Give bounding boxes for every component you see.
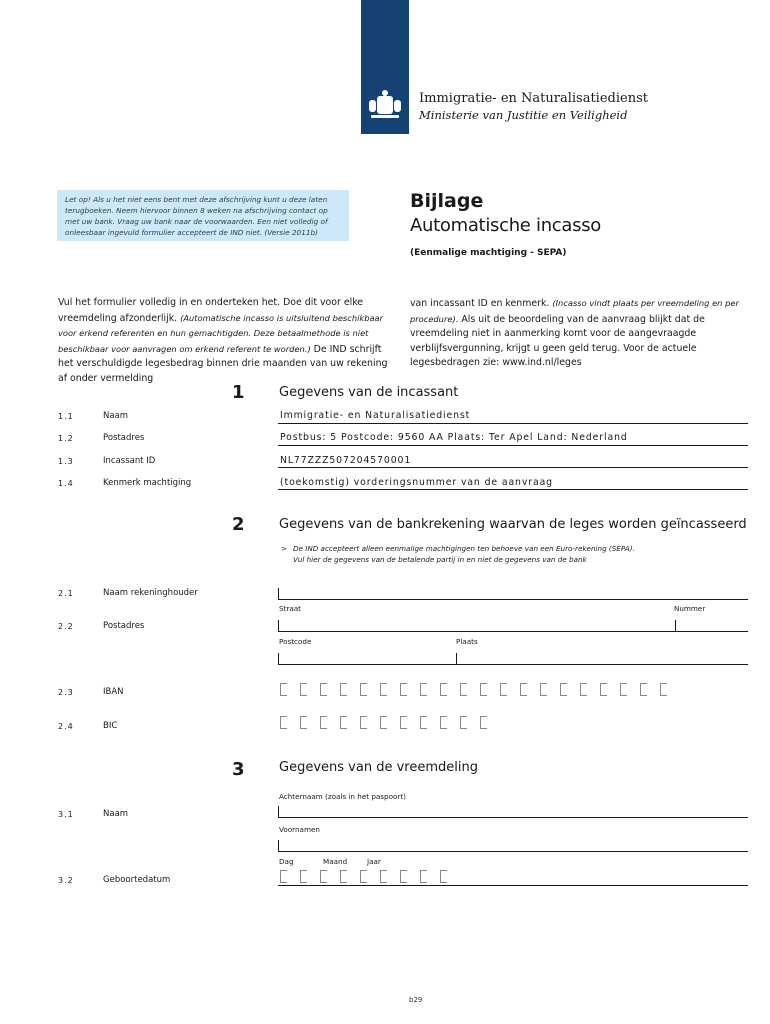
incassant-name-value: Immigratie- en Naturalisatiedienst bbox=[280, 410, 471, 421]
field-line bbox=[278, 467, 748, 468]
intro-left-text-3: De IND schrijft het verschuldigde legesbedrag binnen drie maanden van uw rekening af onder vermelding bbox=[58, 343, 388, 384]
char-box[interactable] bbox=[320, 683, 327, 696]
row-1-3-label: Incassant ID bbox=[103, 456, 156, 466]
char-box[interactable] bbox=[340, 870, 347, 883]
row-3-1-label: Naam bbox=[103, 809, 129, 819]
postcode-label: Postcode bbox=[279, 637, 312, 646]
section-1-title: Gegevens van de incassant bbox=[279, 385, 459, 400]
month-label: Maand bbox=[323, 857, 348, 866]
incassant-id-value: NL77ZZZ507204570001 bbox=[280, 455, 412, 466]
char-box[interactable] bbox=[320, 716, 327, 729]
page-subtitle: Automatische incasso bbox=[410, 215, 601, 236]
char-box[interactable] bbox=[420, 683, 427, 696]
mandate-reference-value: (toekomstig) vorderingsnummer van de aanvraag bbox=[280, 477, 553, 488]
intro-left-text-1: Vul het formulier volledig in en onderteken het. Doe dit voor elke vreemdeling afzonderlijk. bbox=[58, 297, 364, 324]
number-label: Nummer bbox=[674, 604, 706, 613]
intro-right-text-3: Als uit de beoordeling van de aanvraag blijkt dat de vreemdeling niet in aanmerking komt voor de aangevraagde verblijfsvergunning, krijgt u geen geld terug. Voor de actuele legesbedragen zie: www.ind.nl/leges bbox=[410, 313, 705, 368]
char-box[interactable] bbox=[380, 716, 387, 729]
org-name: Immigratie- en Naturalisatiedienst bbox=[419, 91, 648, 106]
intro-right bbox=[410, 296, 746, 371]
row-3-1-number: 3.1 bbox=[58, 810, 74, 819]
bic-field[interactable] bbox=[280, 716, 500, 729]
row-3-2-label: Geboortedatum bbox=[103, 875, 171, 885]
iban-field[interactable] bbox=[280, 683, 680, 696]
intro-left bbox=[58, 296, 394, 386]
row-2-4-number: 2.4 bbox=[58, 722, 74, 731]
char-box[interactable] bbox=[300, 716, 307, 729]
char-box[interactable] bbox=[520, 683, 527, 696]
field-line bbox=[278, 885, 748, 886]
field-line bbox=[278, 423, 748, 424]
page-number: b29 bbox=[409, 996, 423, 1004]
char-box[interactable] bbox=[380, 870, 387, 883]
field-line bbox=[278, 445, 748, 446]
char-box[interactable] bbox=[600, 683, 607, 696]
char-box[interactable] bbox=[460, 683, 467, 696]
section-2-title: Gegevens van de bankrekening waarvan de leges worden geïncasseerd bbox=[279, 517, 747, 532]
char-box[interactable] bbox=[460, 716, 467, 729]
row-1-4-label: Kenmerk machtiging bbox=[103, 478, 192, 488]
birthdate-field[interactable] bbox=[280, 870, 460, 883]
rijksoverheid-logo-bar bbox=[361, 0, 409, 134]
coat-of-arms-icon bbox=[365, 86, 405, 126]
section-3-number: 3 bbox=[232, 759, 245, 780]
row-2-1-label: Naam rekeninghouder bbox=[103, 588, 198, 598]
page-title: Bijlage bbox=[410, 190, 484, 212]
char-box[interactable] bbox=[280, 716, 287, 729]
field-line bbox=[278, 489, 748, 490]
ministry-name: Ministerie van Justitie en Veiligheid bbox=[419, 108, 628, 122]
char-box[interactable] bbox=[480, 716, 487, 729]
char-box[interactable] bbox=[400, 870, 407, 883]
char-box[interactable] bbox=[320, 870, 327, 883]
char-box[interactable] bbox=[380, 683, 387, 696]
char-box[interactable] bbox=[360, 683, 367, 696]
incassant-address-value: Postbus: 5 Postcode: 9560 AA Plaats: Ter Apel Land: Nederland bbox=[280, 432, 628, 443]
intro-right-text-1: van incassant ID en kenmerk. bbox=[410, 298, 553, 309]
section-2-note-2: Vul hier de gegevens van de betalende partij in en niet de gegevens van de bank bbox=[293, 555, 587, 564]
row-1-2-number: 1.2 bbox=[58, 434, 74, 443]
char-box[interactable] bbox=[360, 870, 367, 883]
intro-right-text-2: (Incasso vindt plaats per vreemdeling en per procedure). bbox=[410, 298, 739, 324]
section-2-note-1: De IND accepteert alleen eenmalige machtigingen ten behoeve van een Euro-rekening (SEPA). bbox=[293, 544, 635, 553]
intro-left-text-2: (Automatische incasso is uitsluitend beschikbaar voor erkend referenten en hun gemachtigden. Deze betaalmethode is niet beschikbaar voor aanvragen om erkend referent te worden.) bbox=[58, 312, 384, 354]
row-1-2-label: Postadres bbox=[103, 433, 145, 443]
row-2-2-label: Postadres bbox=[103, 621, 145, 631]
row-1-1-label: Naam bbox=[103, 411, 129, 421]
street-label: Straat bbox=[279, 604, 301, 613]
char-box[interactable] bbox=[440, 716, 447, 729]
char-box[interactable] bbox=[340, 716, 347, 729]
char-box[interactable] bbox=[580, 683, 587, 696]
form-type: (Eenmalige machtiging - SEPA) bbox=[410, 248, 567, 258]
char-box[interactable] bbox=[400, 683, 407, 696]
char-box[interactable] bbox=[300, 683, 307, 696]
char-box[interactable] bbox=[540, 683, 547, 696]
char-box[interactable] bbox=[440, 870, 447, 883]
row-2-3-label: IBAN bbox=[103, 687, 124, 697]
arrow-icon: > bbox=[281, 544, 288, 553]
char-box[interactable] bbox=[640, 683, 647, 696]
surname-label: Achternaam (zoals in het paspoort) bbox=[279, 792, 406, 801]
surname-field[interactable] bbox=[278, 817, 748, 818]
given-names-field[interactable] bbox=[278, 851, 748, 852]
row-2-3-number: 2.3 bbox=[58, 688, 74, 697]
char-box[interactable] bbox=[300, 870, 307, 883]
char-box[interactable] bbox=[280, 683, 287, 696]
char-box[interactable] bbox=[660, 683, 667, 696]
row-2-2-number: 2.2 bbox=[58, 622, 74, 631]
char-box[interactable] bbox=[440, 683, 447, 696]
section-2-number: 2 bbox=[232, 514, 245, 535]
char-box[interactable] bbox=[420, 716, 427, 729]
char-box[interactable] bbox=[560, 683, 567, 696]
section-3-title: Gegevens van de vreemdeling bbox=[279, 760, 478, 775]
street-field[interactable] bbox=[278, 631, 748, 632]
row-1-4-number: 1.4 bbox=[58, 479, 74, 488]
char-box[interactable] bbox=[620, 683, 627, 696]
day-label: Dag bbox=[279, 857, 294, 866]
char-box[interactable] bbox=[500, 683, 507, 696]
row-1-1-number: 1.1 bbox=[58, 412, 74, 421]
char-box[interactable] bbox=[360, 716, 367, 729]
row-1-3-number: 1.3 bbox=[58, 457, 74, 466]
char-box[interactable] bbox=[420, 870, 427, 883]
postcode-city-field[interactable] bbox=[278, 664, 748, 665]
city-label: Plaats bbox=[456, 637, 478, 646]
year-label: Jaar bbox=[367, 857, 381, 866]
char-box[interactable] bbox=[340, 683, 347, 696]
account-holder-field[interactable] bbox=[278, 599, 748, 600]
char-box[interactable] bbox=[280, 870, 287, 883]
warning-note: Let op! Als u het niet eens bent met deze afschrijving kunt u deze laten terugboeken. Neem hiervoor binnen 8 weken na afschrijving contact op met uw bank. Vraag uw bank naar de voorwaarden. Een niet volledig of onleesbaar ingevuld formulier accepteert de IND niet. (Versie 2011b) bbox=[57, 190, 349, 241]
section-1-number: 1 bbox=[232, 382, 245, 403]
given-names-label: Voornamen bbox=[279, 825, 320, 834]
char-box[interactable] bbox=[400, 716, 407, 729]
row-3-2-number: 3.2 bbox=[58, 876, 74, 885]
row-2-4-label: BIC bbox=[103, 721, 118, 731]
row-2-1-number: 2.1 bbox=[58, 589, 74, 598]
char-box[interactable] bbox=[480, 683, 487, 696]
